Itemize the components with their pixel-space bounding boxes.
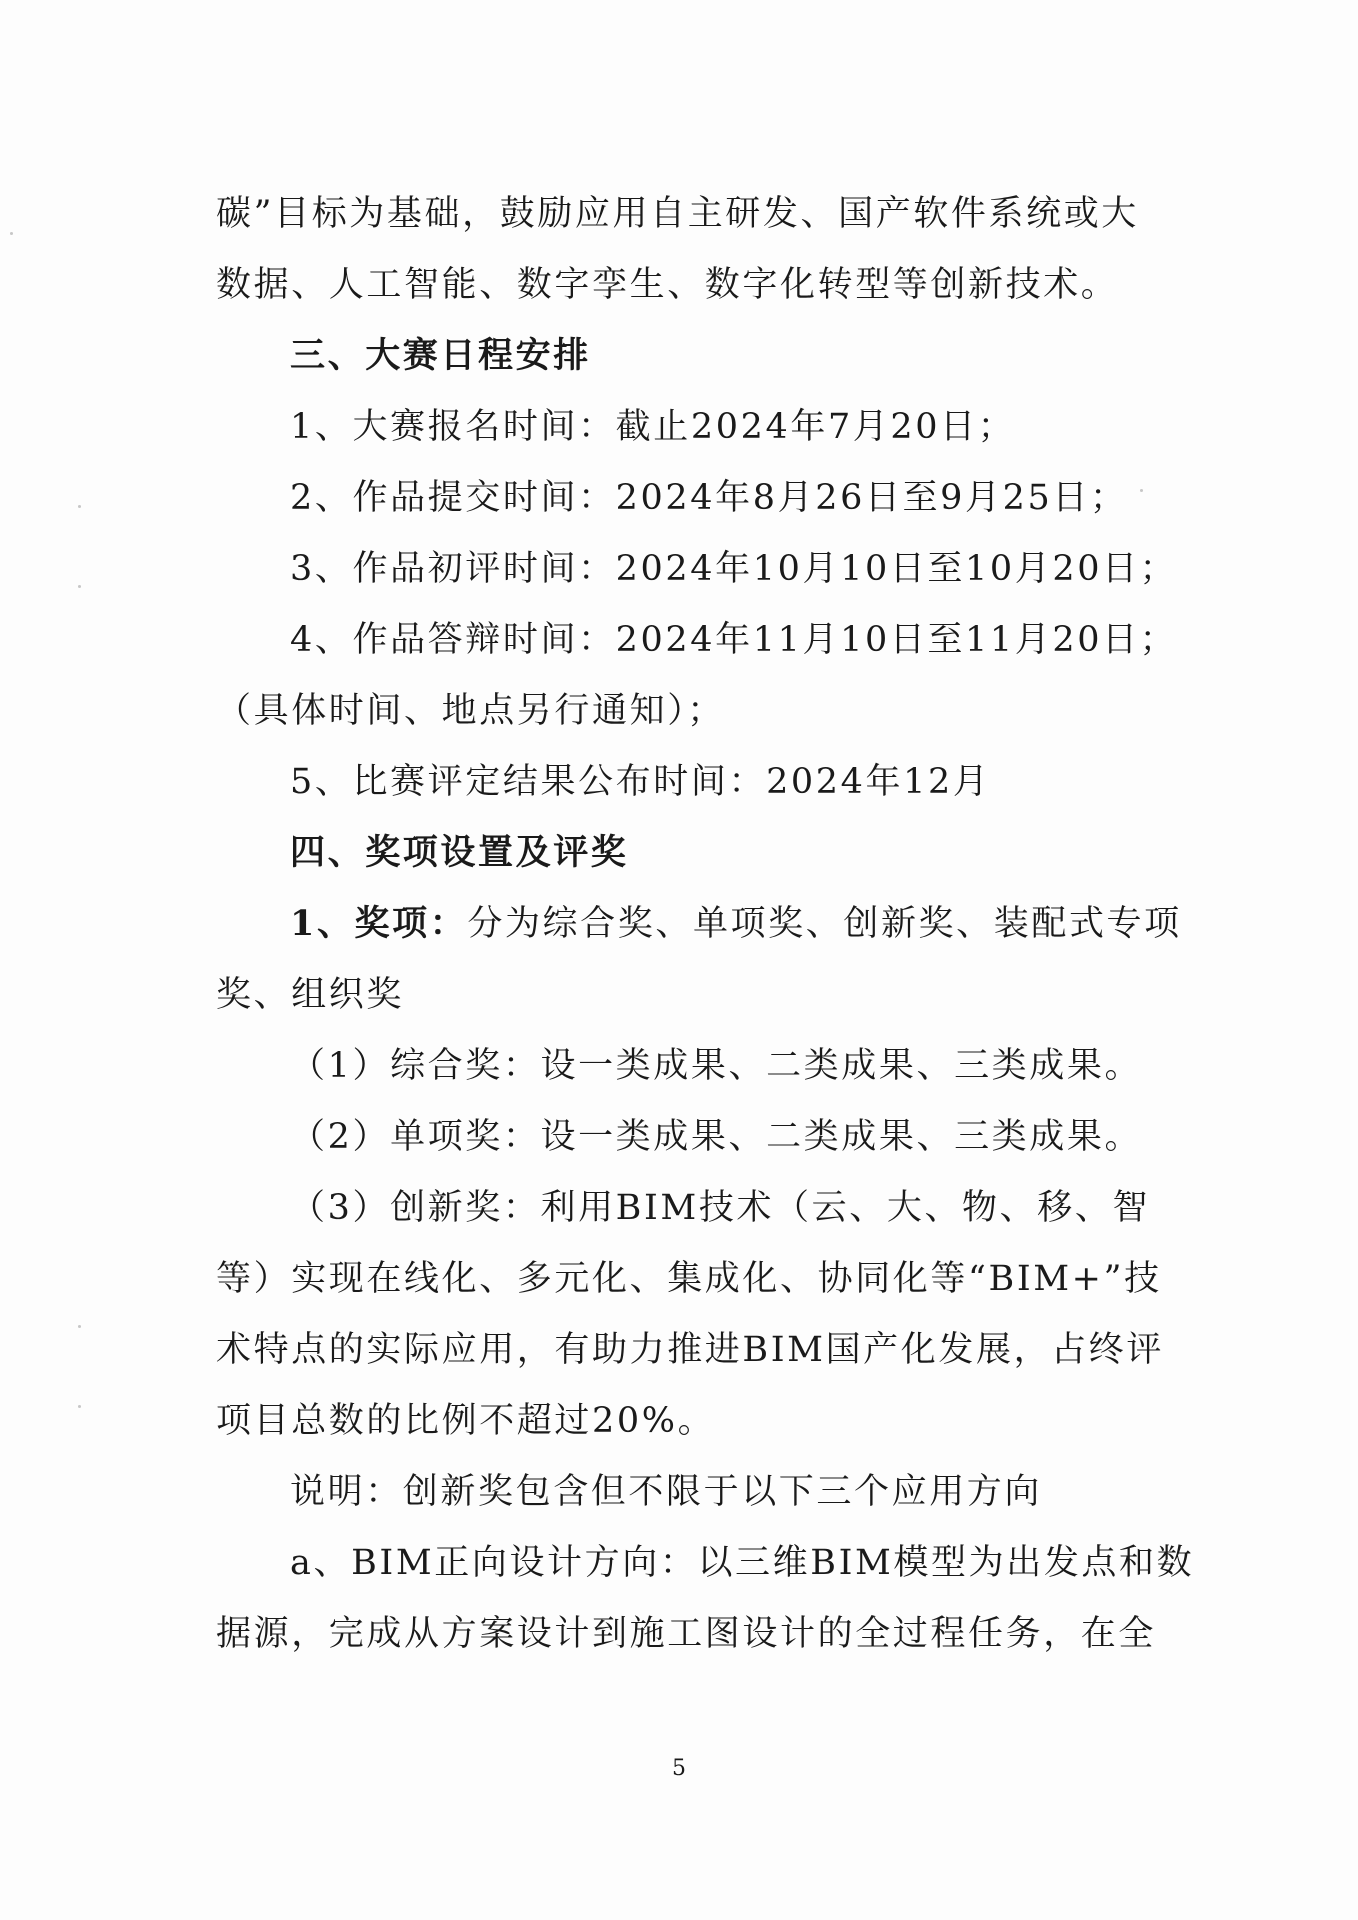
award-label: 1、奖项： bbox=[290, 903, 468, 944]
schedule-item: 4、作品答辩时间：2024年11月10日至11月20日； bbox=[290, 620, 1178, 660]
schedule-item: 1、大赛报名时间：截止2024年7月20日； bbox=[290, 407, 1016, 447]
award-text: 分为综合奖、单项奖、创新奖、装配式专项 bbox=[467, 904, 1182, 944]
body-line: 术特点的实际应用，有助力推进BIM国产化发展，占终评 bbox=[216, 1330, 1164, 1370]
scan-speck bbox=[78, 585, 81, 588]
direction-item: a、BIM正向设计方向：以三维BIM模型为出发点和数 bbox=[290, 1543, 1195, 1583]
scan-speck bbox=[78, 1325, 81, 1328]
award-paragraph bbox=[290, 902, 1182, 946]
body-line: 等）实现在线化、多元化、集成化、协同化等“BIM+”技 bbox=[216, 1259, 1162, 1299]
body-line: 据源，完成从方案设计到施工图设计的全过程任务，在全 bbox=[216, 1614, 1157, 1654]
section-heading: 三、大赛日程安排 bbox=[290, 335, 591, 376]
schedule-item: 5、比赛评定结果公布时间：2024年12月 bbox=[290, 762, 991, 802]
scan-speck bbox=[78, 505, 81, 508]
award-item: （2）单项奖：设一类成果、二类成果、三类成果。 bbox=[290, 1117, 1143, 1157]
schedule-item: 3、作品初评时间：2024年10月10日至10月20日； bbox=[290, 549, 1178, 589]
award-item: （3）创新奖：利用BIM技术（云、大、物、移、智 bbox=[290, 1188, 1151, 1228]
scan-speck bbox=[78, 1405, 81, 1408]
schedule-item: 2、作品提交时间：2024年8月26日至9月25日； bbox=[290, 478, 1128, 518]
note-line: 说明：创新奖包含但不限于以下三个应用方向 bbox=[290, 1472, 1043, 1512]
body-line: 奖、组织奖 bbox=[216, 975, 405, 1015]
body-line: （具体时间、地点另行通知）； bbox=[216, 691, 725, 731]
body-line: 数据、人工智能、数字孪生、数字化转型等创新技术。 bbox=[216, 265, 1119, 305]
scan-speck bbox=[10, 232, 13, 235]
body-line: 碳”目标为基础，鼓励应用自主研发、国产软件系统或大 bbox=[216, 194, 1139, 234]
section-heading: 四、奖项设置及评奖 bbox=[290, 832, 629, 873]
scan-speck bbox=[1140, 489, 1143, 492]
page-number: 5 bbox=[672, 1756, 686, 1781]
body-line: 项目总数的比例不超过20%。 bbox=[216, 1401, 716, 1441]
award-item: （1）综合奖：设一类成果、二类成果、三类成果。 bbox=[290, 1046, 1143, 1086]
